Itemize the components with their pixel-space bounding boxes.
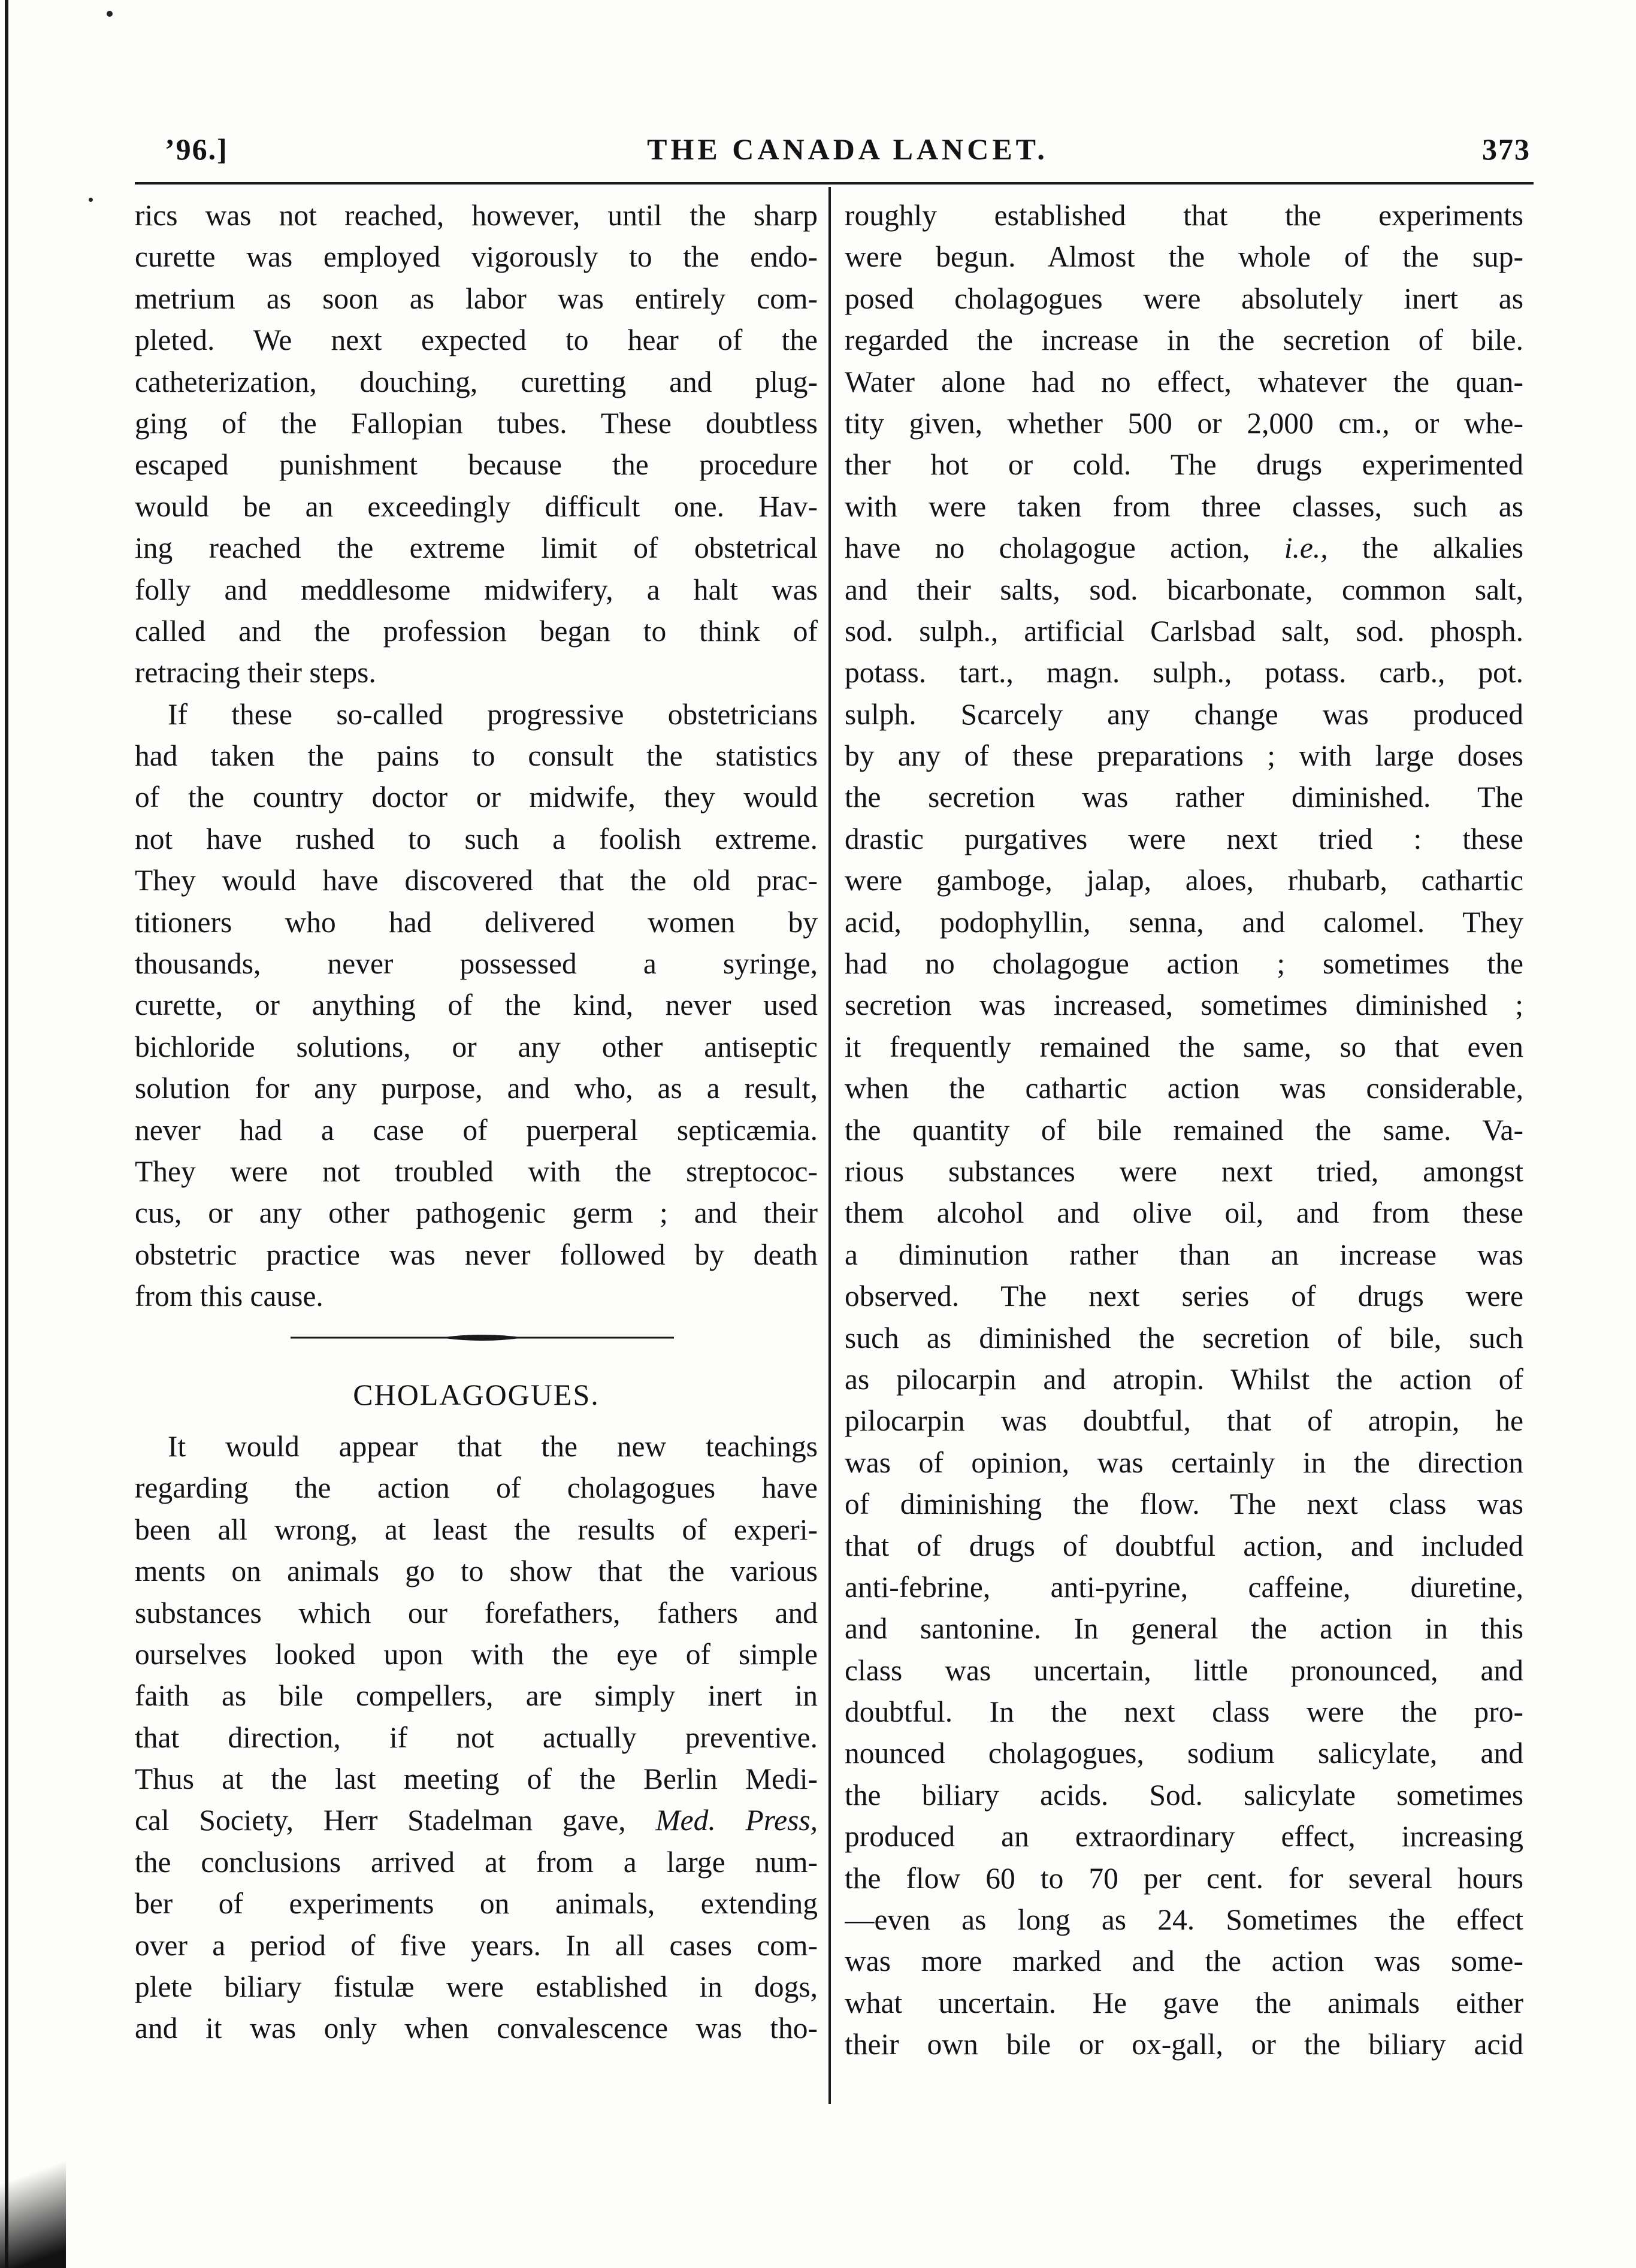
scan-shadow [0,2112,66,2268]
text-segment: have no cholagogue action, [845,531,1250,565]
divider-rule-icon [291,1330,674,1345]
text-line: solution for any purpose, and who, as a result, [135,1072,818,1105]
text-line: ber of experiments on animals, extending [135,1887,818,1921]
text-line: Thus at the last meeting of the Berlin Medi- [135,1762,818,1796]
text-line: and santonine. In general the action in this [845,1612,1523,1646]
text-line: tity given, whether 500 or 2,000 cm., or whe- [845,406,1523,440]
text-line: rious substances were next tried, amongst [845,1154,1523,1188]
text-line: with were taken from three classes, such as [845,489,1523,523]
text-line: the flow 60 to 70 per cent. for several hours [845,1861,1523,1895]
text-line: substances which our forefathers, fathers and [135,1596,818,1629]
text-line: the biliary acids. Sod. salicylate sometimes [845,1778,1523,1812]
text-line: produced an extraordinary effect, increasing [845,1820,1523,1853]
text-line: from this cause. [135,1280,323,1313]
text-segment: the alkalies [1362,531,1523,565]
text-line: —even as long as 24. Sometimes the effect [845,1903,1523,1937]
text-line: posed cholagogues were absolutely inert as [845,282,1523,315]
text-line: drastic purgatives were next tried : these [845,822,1523,855]
text-line: what uncertain. He gave the animals either [845,1986,1523,2019]
text-line: class was uncertain, little pronounced, and [845,1653,1523,1687]
text-line: pilocarpin was doubtful, that of atropin, he [845,1404,1523,1438]
text-line: ing reached the extreme limit of obstetrical [135,531,818,565]
text-line: them alcohol and olive oil, and from these [845,1196,1523,1230]
paragraph-obstetrics-continued [135,195,818,694]
text-line: catheterization, douching, curetting and plug- [135,365,818,398]
text-line: their own bile or ox-gall, or the biliary acid [845,2028,1523,2061]
text-segment: cal Society, Herr Stadelman gave, [135,1804,626,1837]
text-line: never had a case of puerperal septicæmia. [135,1113,818,1147]
abbreviation-ie: i.e., [1284,531,1328,565]
text-line: roughly established that the experiments [845,199,1523,232]
text-line: and it was only when convalescence was tho- [135,2012,818,2045]
text-line: and their salts, sod. bicarbonate, common salt, [845,573,1523,606]
text-line: Water alone had no effect, whatever the quan- [845,365,1523,398]
text-line: would be an exceedingly difficult one. Hav- [135,489,818,523]
column-rule [828,187,831,2104]
text-line: that of drugs of doubtful action, and included [845,1529,1523,1562]
text-line: metrium as soon as labor was entirely com- [135,282,818,315]
text-line: escaped punishment because the procedure [135,448,818,482]
running-header [165,132,1531,180]
text-line: They would have discovered that the old prac- [135,864,818,897]
text-line: of diminishing the flow. The next class was [845,1487,1523,1521]
text-line: were begun. Almost the whole of the sup- [845,240,1523,274]
paragraph-cholagogues [135,1426,818,2049]
scan-speck [107,11,113,17]
text-line: such as diminished the secretion of bile, such [845,1321,1523,1354]
text-line: over a period of five years. In all cases com- [135,1928,818,1962]
text-line: retracing their steps. [135,656,376,690]
text-line: sod. sulph., artificial Carlsbad salt, sod. phosph. [845,614,1523,648]
text-line: potass. tart., magn. sulph., potass. carb., pot. [845,656,1523,690]
text-line: ging of the Fallopian tubes. These doubtless [135,406,818,440]
text-line: as pilocarpin and atropin. Whilst the action of [845,1362,1523,1396]
text-line: the conclusions arrived at from a large num- [135,1845,818,1879]
header-volume: ’96.] [165,132,228,166]
text-line: it frequently remained the same, so that even [845,1030,1523,1063]
text-line: secretion was increased, sometimes diminished ; [845,988,1523,1022]
right-column [845,195,1523,2066]
text-line: called and the profession began to think of [135,614,818,648]
text-line: that direction, if not actually preventive. [135,1720,818,1754]
text-line: thousands, never possessed a syringe, [135,947,818,981]
section-title: CHOLAGOGUES. [353,1377,600,1411]
text-line: ther hot or cold. The drugs experimented [845,448,1523,482]
text-line: rics was not reached, however, until the sharp [135,199,818,232]
text-line: curette was employed vigorously to the endo- [135,240,818,274]
text-line: pleted. We next expected to hear of the [135,323,818,357]
paragraph-progressive-obstetricians [135,694,818,1317]
text-line: a diminution rather than an increase was [845,1238,1523,1271]
text-line: anti-febrine, anti-pyrine, caffeine, diuretine, [845,1570,1523,1604]
text-line [135,1800,818,1841]
scan-speck [89,198,93,202]
page-number: 373 [1482,132,1531,166]
text-line: bichloride solutions, or any other antiseptic [135,1030,818,1063]
text-line: They were not troubled with the streptococ- [135,1154,818,1188]
text-line: ments on animals go to show that the various [135,1555,818,1588]
text-line: when the cathartic action was considerable, [845,1072,1523,1105]
text-line: was of opinion, was certainly in the direction [845,1446,1523,1479]
text-line: not have rushed to such a foolish extreme. [135,822,818,855]
text-line: obstetric practice was never followed by death [135,1238,818,1271]
text-line: sulph. Scarcely any change was produced [845,697,1523,731]
text-line: plete biliary fistulæ were established in dogs, [135,1970,818,2004]
text-line [845,527,1523,568]
text-line: regarding the action of cholagogues have [135,1471,818,1505]
text-line: faith as bile compellers, are simply inert in [135,1679,818,1713]
section-divider-ornament [135,1322,818,1363]
citation-med-press: Med. Press, [655,1804,818,1837]
text-line: folly and meddlesome midwifery, a halt was [135,573,818,606]
text-line: doubtful. In the next class were the pro- [845,1695,1523,1729]
text-line: nounced cholagogues, sodium salicylate, and [845,1737,1523,1770]
text-line: been all wrong, at least the results of experi- [135,1513,818,1546]
text-line: by any of these preparations ; with large doses [845,739,1523,773]
text-line: of the country doctor or midwife, they would [135,781,818,814]
left-column [135,195,818,2049]
text-line: observed. The next series of drugs were [845,1280,1523,1313]
binding-edge [5,0,8,2268]
text-line: If these so-called progressive obstetricians [168,697,818,731]
text-line: was more marked and the action was some- [845,1945,1523,1978]
text-line: regarded the increase in the secretion of bile. [845,323,1523,357]
text-line: had taken the pains to consult the statistics [135,739,818,773]
text-line: It would appear that the new teachings [168,1429,818,1463]
text-line: titioners who had delivered women by [135,905,818,939]
text-line: ourselves looked upon with the eye of simple [135,1637,818,1671]
text-line: were gamboge, jalap, aloes, rhubarb, cathartic [845,864,1523,897]
header-rule [135,182,1534,185]
text-line: the secretion was rather diminished. The [845,781,1523,814]
text-line: the quantity of bile remained the same. Va- [845,1113,1523,1147]
text-line: curette, or anything of the kind, never used [135,988,818,1022]
text-line: acid, podophyllin, senna, and calomel. They [845,905,1523,939]
journal-title: THE CANADA LANCET. [647,132,1048,166]
text-line: had no cholagogue action ; sometimes the [845,947,1523,981]
text-line: cus, or any other pathogenic germ ; and their [135,1196,818,1230]
